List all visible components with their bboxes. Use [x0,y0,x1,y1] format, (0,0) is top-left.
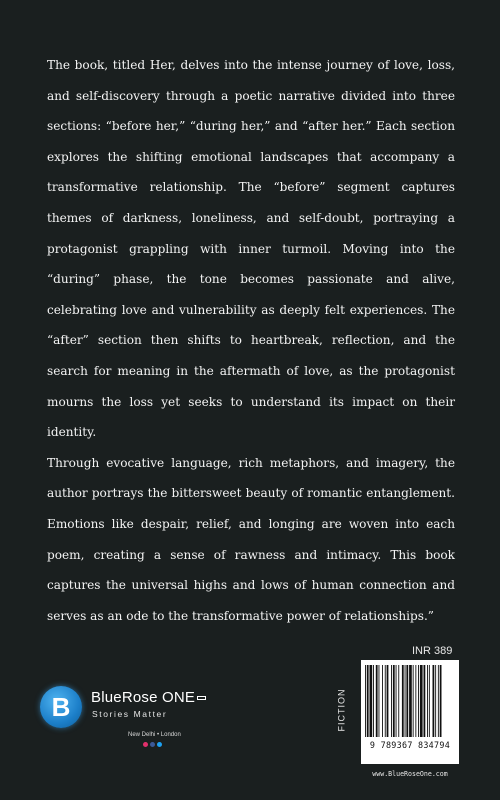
barcode-bar [393,665,395,737]
barcode-bar [373,665,374,737]
barcode-bar [398,665,399,737]
barcode-bar [376,665,378,737]
publisher-cities: New Delhi • London [128,732,181,738]
publisher-logo [40,686,240,776]
barcode-bar [413,665,414,737]
back-cover-blurb [47,50,455,631]
barcode-bar [396,665,397,737]
genre-text: FICTION [336,688,346,732]
twitter-icon [157,742,162,747]
barcode-bar [420,665,423,737]
publisher-name-box [197,696,206,700]
genre-label [334,690,348,730]
isbn-number: 9 789367 834794 [369,740,451,750]
publisher-website: www.BlueRoseOne.com [372,770,448,778]
barcode-bar [405,665,406,737]
isbn-barcode [361,660,459,764]
barcode-bar [406,665,408,737]
barcode-bar [429,665,430,737]
social-icons [143,742,162,747]
barcode-bar [370,665,373,737]
barcode-bar [409,665,412,737]
barcode-bar [427,665,428,737]
barcode-icon [365,665,455,739]
blurb-paragraph: Through evocative language, rich metaphors, and imagery, the author portrays the bittersweet beauty of romantic entanglement. Emotions like despair, relief, and longing are woven into each poem, creating a sense of rawness and intimacy. This book captures the universal highs and lows of human connection and serves as an ode to the transformative power of relationships.” [47,455,455,623]
blurb-paragraph: The book, titled Her, delves into the intense journey of love, loss, and self-discovery through a poetic narrative divided into three sections: “before her,” “during her,” and “after her.” Each section explores the shifting emotional landscapes that accompany a transformative relationship. The “before” segment captures themes of darkness, loneliness, and self-doubt, portraying a protagonist grappling with inner turmoil. Moving into the “during” phase, the tone becomes passionate and alive, celebrating love and vulnerability as deeply felt experiences. The “after” section then shifts to heartbreak, reflection, and the search for meaning in the aftermath of love, as the protagonist mourns the loss yet seeks to understand its impact on their identity. [47,58,455,440]
barcode-bar [435,665,436,737]
barcode-bar [402,665,404,737]
barcode-bar [379,665,380,737]
price-label: INR 389 [412,645,453,657]
barcode-bar [438,665,439,737]
barcode-bar [367,665,369,737]
barcode-bar [382,665,383,737]
barcode-bar [440,665,442,737]
instagram-icon [143,742,148,747]
barcode-bar [387,665,389,737]
barcode-bar [433,665,435,737]
logo-letter: B [51,692,71,722]
barcode-bar [365,665,366,737]
bluerose-logo-icon [40,686,82,728]
barcode-bar [385,665,386,737]
publisher-tagline: Stories Matter [92,709,168,719]
barcode-bar [391,665,392,737]
barcode-bar [418,665,419,737]
facebook-icon [150,742,155,747]
barcode-bar [415,665,416,737]
barcode-bar [424,665,426,737]
publisher-name [91,689,206,706]
publisher-name-text: BlueRose ONE [91,689,196,706]
